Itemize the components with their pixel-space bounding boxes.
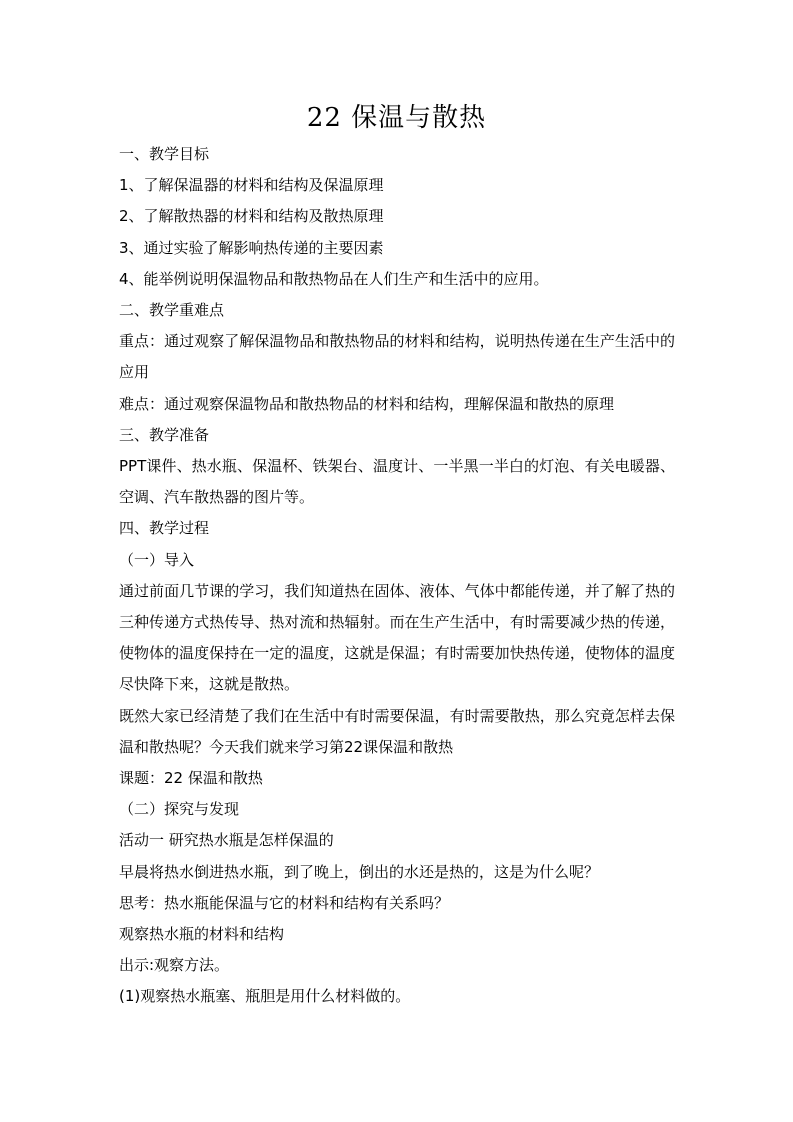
goal-item-2: 2、了解散热器的材料和结构及散热原理 — [119, 207, 384, 226]
goals-heading: 一、教学目标 — [119, 145, 210, 163]
document-body — [119, 139, 675, 1013]
prep-heading: 三、教学准备 — [119, 425, 210, 444]
intro-paragraph-2: 既然大家已经清楚了我们在生活中有时需要保温，有时需要散热，那么究竟怎样去保温和散热呢？今天我们就来学习第22课保温和散热 — [119, 706, 675, 756]
lesson-topic: 课题：22 保温和散热 — [119, 769, 263, 788]
prep-text: PPT课件、热水瓶、保温杯、铁架台、温度计、一半黑一半白的灯泡、有关电暖器、空调、汽车散热器的图片等。 — [119, 457, 675, 507]
intro-heading: （一）导入 — [119, 550, 195, 569]
goal-item-1: 1、了解保温器的材料和结构及保温原理 — [119, 176, 384, 195]
intro-paragraph-1: 通过前面几节课的学习，我们知道热在固体、液体、气体中都能传递，并了解了热的三种传递方式热传导、热对流和热辐射。而在生产生活中，有时需要减少热的传递，使物体的温度保持在一定的温度，这就是保温；有时需要加快热传递，使物体的温度尽快降下来，这就是散热。 — [119, 581, 675, 694]
process-heading: 四、教学过程 — [119, 519, 210, 538]
goal-item-3: 3、通过实验了解影响热传递的主要因素 — [119, 238, 384, 257]
difficult-point: 难点：通过观察保温物品和散热物品的材料和结构，理解保温和散热的原理 — [119, 394, 615, 413]
document-title: 22 保温与散热 — [306, 103, 487, 133]
goal-item-4: 4、能举例说明保温物品和散热物品在人们生产和生活中的应用。 — [119, 269, 549, 288]
think-question: 思考：热水瓶能保温与它的材料和结构有关系吗？ — [119, 893, 450, 912]
method-label: 出示:观察方法。 — [119, 956, 230, 975]
activity-1-title: 活动一 研究热水瓶是怎样保温的 — [119, 831, 334, 850]
question-1: 早晨将热水倒进热水瓶，到了晚上，倒出的水还是热的，这是为什么呢？ — [119, 862, 600, 881]
difficulty-heading: 二、教学重难点 — [119, 301, 225, 320]
observe-heading: 观察热水瓶的材料和结构 — [119, 925, 285, 944]
step-1: (1)观察热水瓶塞、瓶胆是用什么材料做的。 — [119, 987, 411, 1006]
explore-heading: （二）探究与发现 — [119, 800, 240, 819]
key-point: 重点：通过观察了解保温物品和散热物品的材料和结构，说明热传递在生产生活中的应用 — [119, 332, 675, 382]
